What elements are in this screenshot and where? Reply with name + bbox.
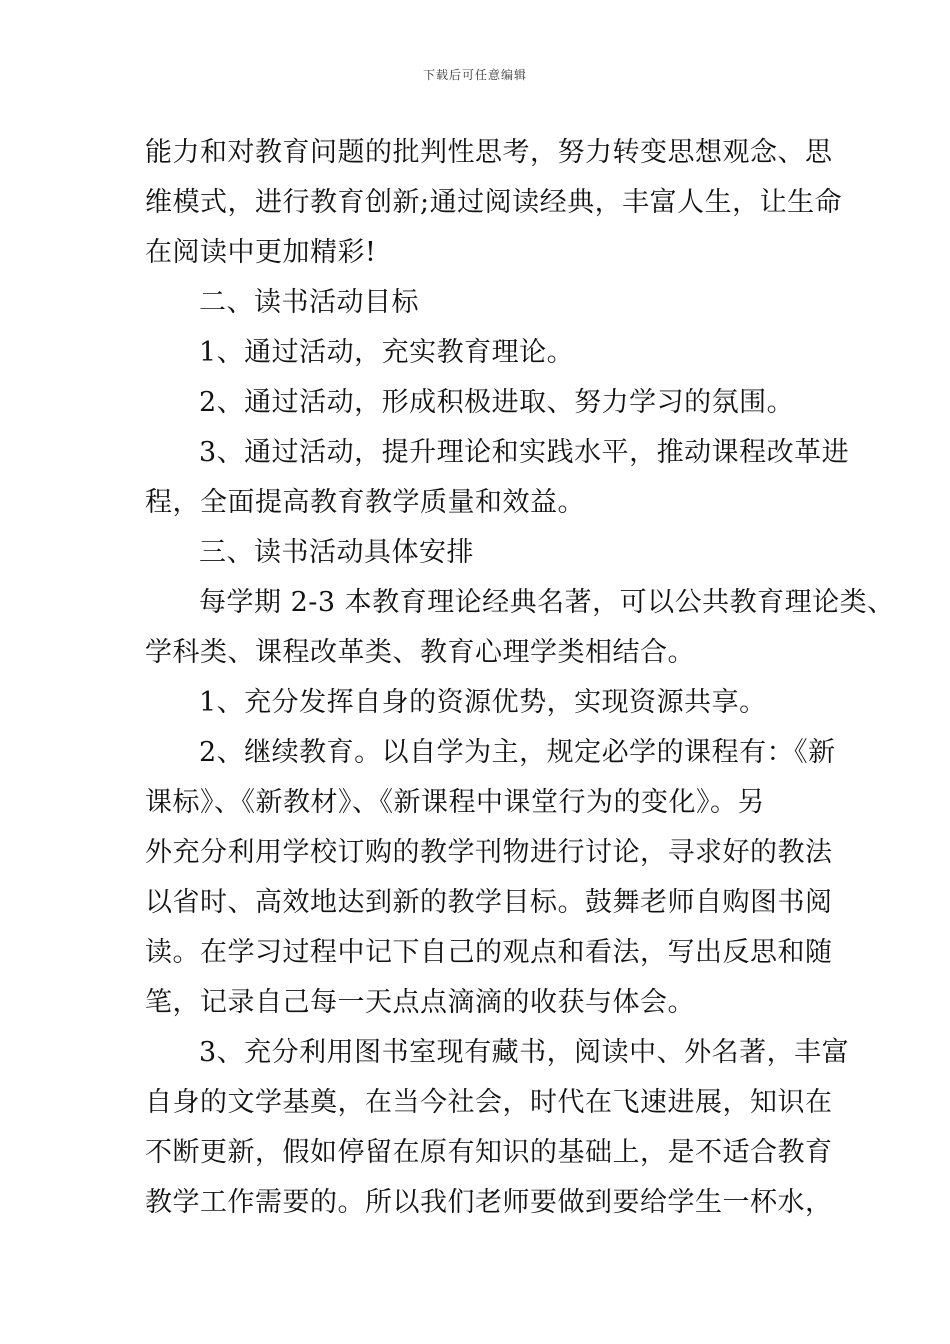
list-item: 2、继续教育。以自学为主，规定必学的课程有：《新	[199, 737, 836, 768]
text-line: 能力和对教育问题的批判性思考，努力转变思想观念、思	[145, 137, 833, 168]
text-line: 教学工作需要的。所以我们老师要做到要给学生一杯水，	[145, 1187, 833, 1218]
text-line: 以省时、高效地达到新的教学目标。鼓舞老师自购图书阅	[145, 887, 833, 918]
document-body	[145, 128, 895, 1228]
text-line: 外充分利用学校订购的教学刊物进行讨论，寻求好的教法	[145, 837, 833, 868]
page-header-note: 下载后可任意编辑	[422, 68, 527, 82]
text-line: 读。在学习过程中记下自己的观点和看法，写出反思和随	[145, 937, 833, 968]
list-item: 3、充分利用图书室现有藏书，阅读中、外名著，丰富	[199, 1037, 850, 1068]
text-line: 程，全面提高教育教学质量和效益。	[145, 487, 585, 518]
list-item: 1、充分发挥自身的资源优势，实现资源共享。	[199, 687, 767, 718]
list-item: 3、通过活动，提升理论和实践水平，推动课程改革进	[199, 437, 850, 468]
text-line: 学科类、课程改革类、教育心理学类相结合。	[145, 637, 695, 668]
list-item: 1、通过活动，充实教育理论。	[199, 337, 575, 368]
paragraph-start: 每学期 2-3 本教育理论经典名著，可以公共教育理论类、	[199, 587, 895, 618]
text-line: 笔，记录自己每一天点点滴滴的收获与体会。	[145, 987, 695, 1018]
text-line: 课标》、《新教材》、《新课程中课堂行为的变化》。另	[145, 787, 765, 818]
text-line: 维模式，进行教育创新;通过阅读经典，丰富人生，让生命	[145, 187, 843, 218]
text-line: 不断更新，假如停留在原有知识的基础上，是不适合教育	[145, 1137, 833, 1168]
text-line: 在阅读中更加精彩!	[145, 237, 377, 268]
section-heading: 三、读书活动具体安排	[199, 537, 474, 568]
section-heading: 二、读书活动目标	[199, 287, 419, 318]
list-item: 2、通过活动，形成积极进取、努力学习的氛围。	[199, 387, 795, 418]
text-line: 自身的文学基奠，在当今社会，时代在飞速进展，知识在	[145, 1087, 833, 1118]
